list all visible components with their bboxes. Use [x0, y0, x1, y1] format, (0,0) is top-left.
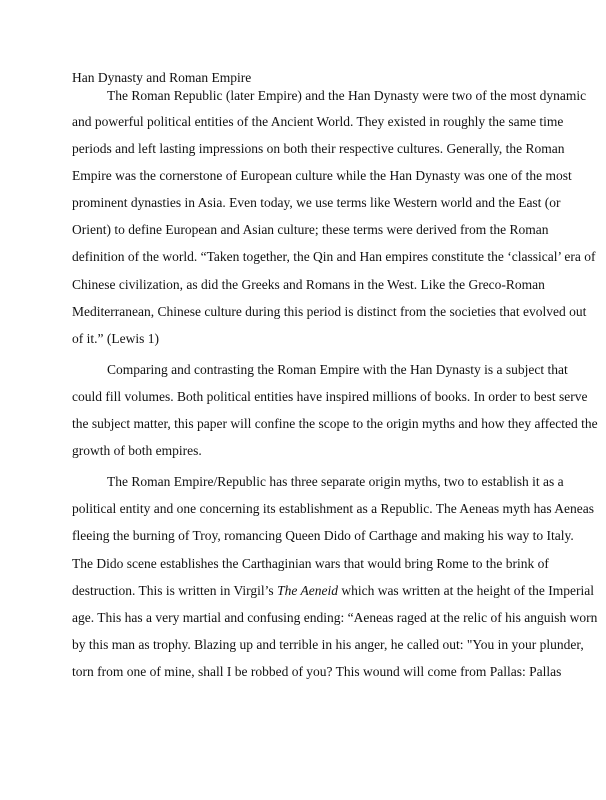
- text-line: Mediterranean, Chinese culture during this period is distinct from the societies that evolved out: [72, 303, 587, 319]
- text-line: The Dido scene establishes the Carthaginian wars that would bring Rome to the brink of: [72, 555, 549, 571]
- text-line: torn from one of mine, shall I be robbed of you? This wound will come from Pallas: Pallas: [72, 663, 562, 679]
- text-run: which was written at the height of the Imperial: [337, 582, 594, 598]
- text-line-with-italic-title: [72, 582, 594, 609]
- text-run: destruction. This is written in Virgil’s: [72, 582, 278, 598]
- text-line: The Roman Empire/Republic has three separate origin myths, two to establish it as a: [107, 474, 564, 490]
- text-line: prominent dynasties in Asia. Even today, we use terms like Western world and the East (or: [72, 195, 561, 211]
- text-line: definition of the world. “Taken together, the Qin and Han empires constitute the ‘classical’ era of: [72, 249, 596, 265]
- text-line: age. This has a very martial and confusing ending: “Aeneas raged at the relic of his anguish worn: [72, 609, 598, 625]
- document-body: [72, 69, 598, 690]
- paragraph-1: [72, 87, 596, 357]
- text-line: Empire was the cornerstone of European culture while the Han Dynasty was one of the most: [72, 168, 572, 184]
- text-line: fleeing the burning of Troy, romancing Queen Dido of Carthage and making his way to Italy.: [72, 528, 574, 544]
- text-line: by this man as trophy. Blazing up and terrible in his anger, he called out: "You in your plunder,: [72, 636, 584, 652]
- text-line: the subject matter, this paper will confine the scope to the origin myths and how they affected the: [72, 416, 598, 432]
- text-line: of it.” (Lewis 1): [72, 330, 159, 346]
- text-line: The Roman Republic (later Empire) and the Han Dynasty were two of the most dynamic: [107, 88, 587, 103]
- document-title: Han Dynasty and Roman Empire: [72, 70, 252, 85]
- paragraph-3: [72, 473, 598, 690]
- text-line: political entity and one concerning its establishment as a Republic. The Aeneas myth has Aeneas: [72, 501, 594, 517]
- text-line: and powerful political entities of the Ancient World. They existed in roughly the same time: [72, 114, 564, 129]
- text-line: growth of both empires.: [72, 443, 202, 459]
- text-line: Comparing and contrasting the Roman Empire with the Han Dynasty is a subject that: [107, 361, 568, 377]
- text-line: Chinese civilization, as did the Greeks and Romans in the West. Like the Greco-Roman: [72, 276, 545, 292]
- paragraph-2: [72, 361, 598, 469]
- text-line: could fill volumes. Both political entities have inspired millions of books. In order to best serve: [72, 388, 588, 404]
- text-line: periods and left lasting impressions on both their respective cultures. Generally, the Roman: [72, 141, 565, 157]
- book-title-italic: The Aeneid: [277, 582, 338, 598]
- text-line: Orient) to define European and Asian culture; these terms were derived from the Roman: [72, 222, 549, 238]
